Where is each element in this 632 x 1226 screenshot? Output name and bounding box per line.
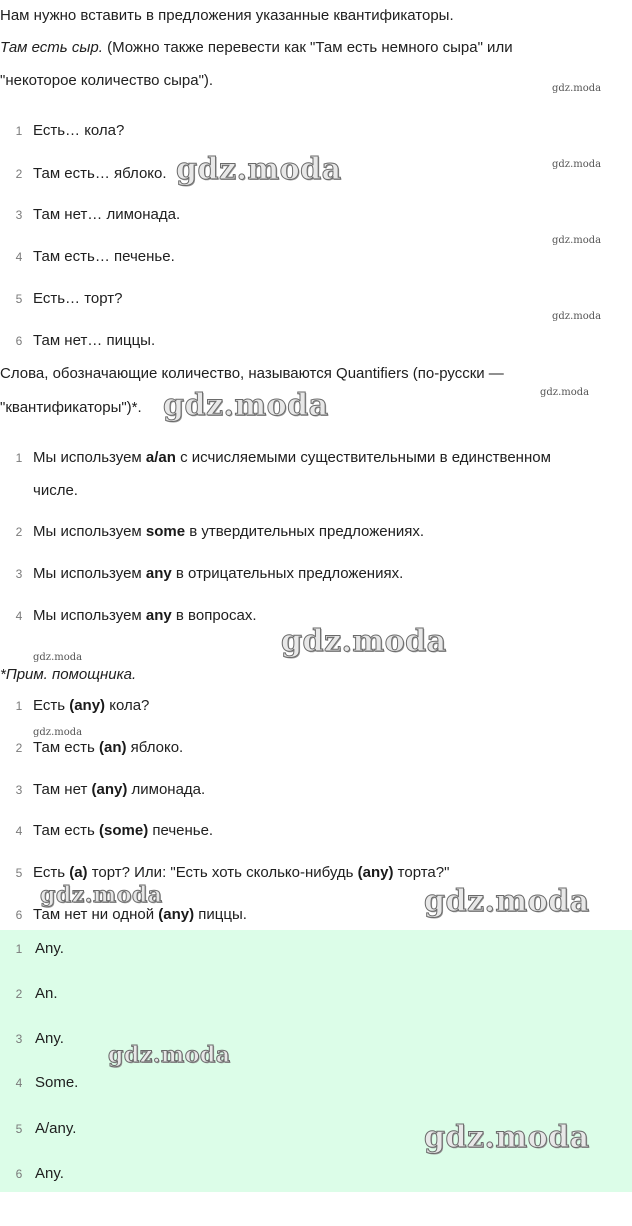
intro-line-1: Нам нужно вставить в предложения указанные квантификаторы.	[0, 7, 454, 24]
watermark-small: gdz.moda	[33, 652, 83, 663]
sentence-text: кола?	[105, 697, 150, 714]
watermark-large: gdz.moda	[176, 152, 342, 187]
list-number: 1	[15, 124, 23, 138]
rule-keyword: any	[145, 565, 172, 582]
list-number: 5	[15, 292, 23, 306]
list-number: 6	[15, 908, 23, 922]
intro-line-3: "некоторое количество сыра").	[0, 72, 214, 89]
rule-keyword: some	[145, 523, 186, 540]
quantifiers-line-1: Слова, обозначающие количество, называются Quantifiers (по-русски —	[0, 365, 504, 382]
sentence-text: торта?"	[393, 864, 450, 881]
rule-text: с исчисляемыми существительными в единственном	[175, 449, 551, 466]
watermark-small: gdz.moda	[552, 311, 602, 322]
list-number: 2	[15, 525, 23, 539]
list-text: Там нет… лимонада.	[33, 206, 181, 223]
quantifiers-line-2: "квантификаторы")*.	[0, 399, 142, 416]
sentence-answer: (some)	[99, 822, 149, 839]
list-number: 6	[15, 334, 23, 348]
note: *Прим. помощника.	[0, 666, 137, 683]
rule-keyword: a/an	[145, 449, 176, 466]
answer-text: An.	[35, 985, 58, 1002]
rule-keyword: any	[145, 607, 172, 624]
answer-text: Some.	[35, 1074, 79, 1091]
list-number: 1	[15, 942, 23, 956]
rule-text: Мы используем	[33, 607, 146, 624]
list-number: 3	[15, 567, 23, 581]
list-number: 4	[15, 250, 23, 264]
sentence-answer: (an)	[99, 739, 127, 756]
watermark-small: gdz.moda	[552, 235, 602, 246]
sentence-text: Там есть	[33, 822, 100, 839]
list-number: 2	[15, 741, 23, 755]
sentence-answer: (a)	[69, 864, 88, 881]
watermark-large: gdz.moda	[163, 388, 329, 423]
sentence-text: Там нет ни одной	[33, 906, 159, 923]
list-number: 3	[15, 783, 23, 797]
list-number: 1	[15, 699, 23, 713]
intro-rest: (Можно также перевести как "Там есть немного сыра" или	[102, 39, 513, 56]
rule-text: в отрицательных предложениях.	[171, 565, 404, 582]
answer-text: A/any.	[35, 1120, 77, 1137]
answer-text: Any.	[35, 1030, 64, 1047]
sentence-text: Есть	[33, 697, 70, 714]
answer-text: Any.	[35, 940, 64, 957]
rule-text: в утвердительных предложениях.	[185, 523, 425, 540]
answer-text: Any.	[35, 1165, 64, 1182]
rule-text: Мы используем	[33, 565, 146, 582]
list-number: 2	[15, 987, 23, 1001]
sentence-text: Там нет	[33, 781, 92, 798]
list-text: Есть… кола?	[33, 122, 125, 139]
watermark-large: gdz.moda	[108, 1042, 231, 1068]
watermark-large: gdz.moda	[424, 1120, 590, 1155]
sentence-answer: (any)	[158, 906, 195, 923]
sentence-answer: (any)	[357, 864, 394, 881]
sentence-text: Есть	[33, 864, 70, 881]
watermark-large: gdz.moda	[281, 624, 447, 659]
list-number: 1	[15, 451, 23, 465]
sentence-answer: (any)	[69, 697, 106, 714]
list-text: Там есть… яблоко.	[33, 165, 167, 182]
list-number: 3	[15, 1032, 23, 1046]
list-number: 4	[15, 824, 23, 838]
sentence-text: лимонада.	[127, 781, 206, 798]
sentence-answer: (any)	[91, 781, 128, 798]
list-text: Там нет… пиццы.	[33, 332, 156, 349]
intro-line-2	[0, 32, 628, 64]
rule-text: числе.	[33, 482, 78, 499]
watermark-large: gdz.moda	[424, 884, 590, 919]
list-number: 4	[15, 1076, 23, 1090]
watermark-small: gdz.moda	[552, 159, 602, 170]
rule-text: Мы используем	[33, 449, 146, 466]
list-number: 5	[15, 1122, 23, 1136]
list-number: 6	[15, 1167, 23, 1181]
rule-text: Мы используем	[33, 523, 146, 540]
list-number: 3	[15, 208, 23, 222]
sentence-text: пиццы.	[194, 906, 247, 923]
sentence-text: торт? Или: "Есть хоть сколько-нибудь	[87, 864, 358, 881]
watermark-large: gdz.moda	[40, 882, 163, 908]
list-number: 4	[15, 609, 23, 623]
rule-text: в вопросах.	[171, 607, 257, 624]
list-number: 5	[15, 866, 23, 880]
sentence-text: печенье.	[148, 822, 214, 839]
sentence-text: Там есть	[33, 739, 100, 756]
watermark-small: gdz.moda	[540, 387, 590, 398]
watermark-small: gdz.moda	[552, 83, 602, 94]
list-number: 2	[15, 167, 23, 181]
intro-italic: Там есть сыр.	[0, 39, 103, 56]
watermark-small: gdz.moda	[33, 727, 83, 738]
sentence-text: яблоко.	[126, 739, 184, 756]
list-text: Есть… торт?	[33, 290, 123, 307]
list-text: Там есть… печенье.	[33, 248, 175, 265]
